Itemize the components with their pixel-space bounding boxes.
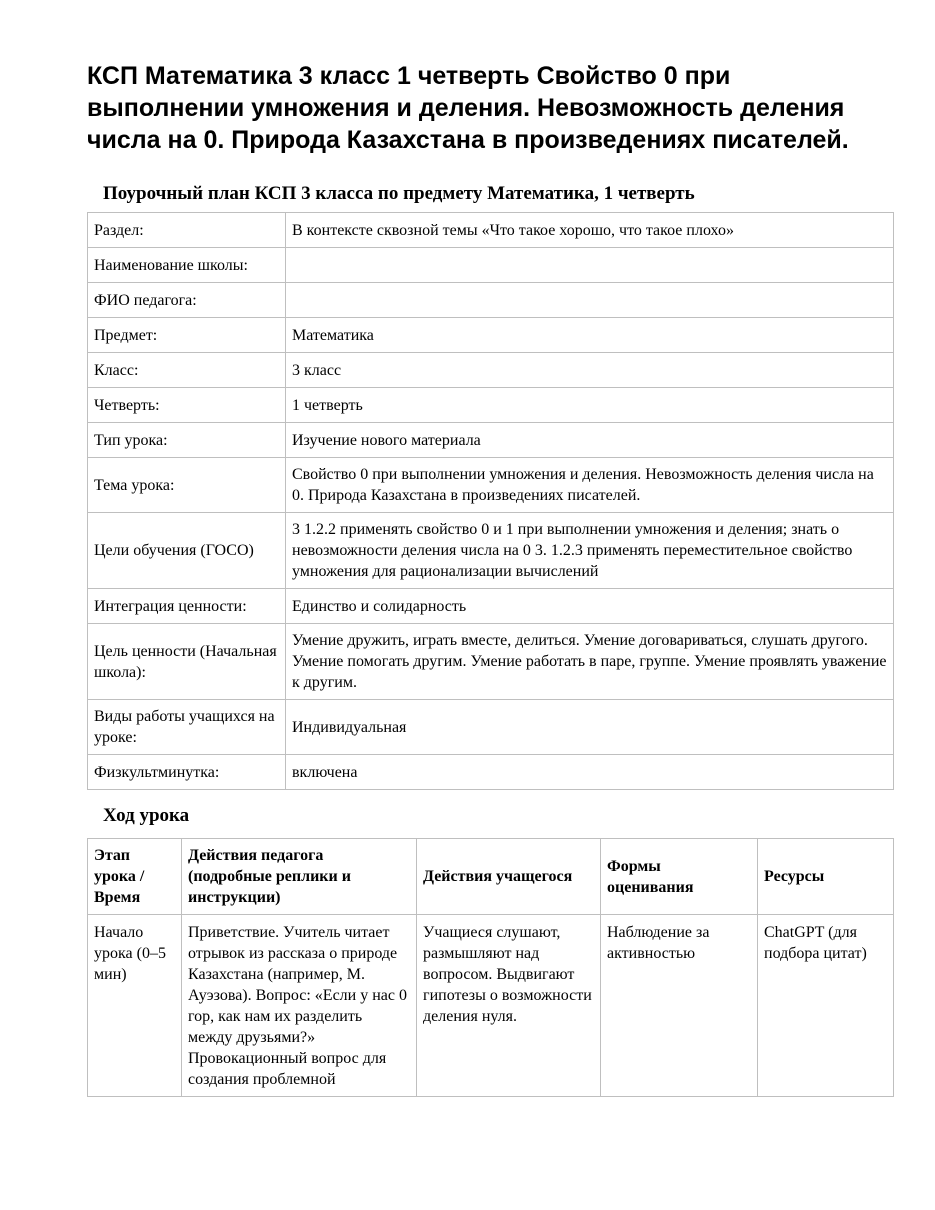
cell-stage: Начало урока (0–5 мин) <box>88 915 182 1097</box>
plan-label: ФИО педагога: <box>88 283 286 318</box>
plan-value: Изучение нового материала <box>286 423 894 458</box>
table-row <box>88 283 894 318</box>
plan-label: Четверть: <box>88 388 286 423</box>
table-header-row <box>88 839 894 915</box>
table-row <box>88 915 894 1097</box>
plan-heading: Поурочный план КСП 3 класса по предмету Математика, 1 четверть <box>103 183 695 204</box>
plan-label: Раздел: <box>88 213 286 248</box>
table-row <box>88 248 894 283</box>
plan-label: Цель ценности (Начальная школа): <box>88 624 286 700</box>
plan-label: Наименование школы: <box>88 248 286 283</box>
plan-label: Физкультминутка: <box>88 755 286 790</box>
plan-value: Умение дружить, играть вместе, делиться. Умение договариваться, слушать другого. Умение помогать другим. Умение работать в паре, группе. Умение проявлять уважение к другим. <box>286 624 894 700</box>
plan-value: В контексте сквозной темы «Что такое хорошо, что такое плохо» <box>286 213 894 248</box>
lesson-heading: Ход урока <box>103 805 190 826</box>
plan-value: Индивидуальная <box>286 700 894 755</box>
plan-value <box>286 248 894 283</box>
plan-label: Тип урока: <box>88 423 286 458</box>
plan-value: 3 класс <box>286 353 894 388</box>
table-row <box>88 213 894 248</box>
document-page <box>87 0 893 1097</box>
column-header-teacher-actions: Действия педагога (подробные реплики и инструкции) <box>182 839 417 915</box>
plan-value: включена <box>286 755 894 790</box>
cell-teacher-actions: Приветствие. Учитель читает отрывок из рассказа о природе Казахстана (например, М. Ауэзова). Вопрос: «Если у нас 0 гор, как нам их разделить между друзьями?» Провокационный вопрос для создания проблемной <box>182 915 417 1097</box>
table-row <box>88 353 894 388</box>
plan-value: Единство и солидарность <box>286 589 894 624</box>
plan-label: Тема урока: <box>88 458 286 513</box>
plan-label: Цели обучения (ГОСО) <box>88 513 286 589</box>
cell-student-actions: Учащиеся слушают, размышляют над вопросом. Выдвигают гипотезы о возможности деления нуля. <box>417 915 601 1097</box>
plan-value: 3 1.2.2 применять свойство 0 и 1 при выполнении умножения и деления; знать о невозможности деления числа на 0 3. 1.2.3 применять переместительное свойство умножения для рационализации вычислений <box>286 513 894 589</box>
column-header-assessment: Формы оценивания <box>601 839 758 915</box>
plan-label: Интеграция ценности: <box>88 589 286 624</box>
plan-label: Класс: <box>88 353 286 388</box>
plan-value: Свойство 0 при выполнении умножения и деления. Невозможность деления числа на 0. Природа Казахстана в произведениях писателей. <box>286 458 894 513</box>
table-row <box>88 624 894 700</box>
table-row <box>88 458 894 513</box>
plan-table <box>87 212 894 790</box>
column-header-resources: Ресурсы <box>758 839 894 915</box>
table-row <box>88 700 894 755</box>
document-title: КСП Математика 3 класс 1 четверть Свойство 0 при выполнении умножения и деления. Невозможность деления числа на 0. Природа Казахстана в произведениях писателей. <box>87 62 849 154</box>
plan-value: 1 четверть <box>286 388 894 423</box>
table-row <box>88 388 894 423</box>
cell-assessment: Наблюдение за активностью <box>601 915 758 1097</box>
plan-value: Математика <box>286 318 894 353</box>
table-row <box>88 513 894 589</box>
column-header-stage: Этап урока / Время <box>88 839 182 915</box>
cell-resources: ChatGPT (для подбора цитат) <box>758 915 894 1097</box>
plan-label: Предмет: <box>88 318 286 353</box>
column-header-student-actions: Действия учащегося <box>417 839 601 915</box>
table-row <box>88 423 894 458</box>
table-row <box>88 318 894 353</box>
plan-value <box>286 283 894 318</box>
lesson-table <box>87 838 894 1097</box>
table-row <box>88 589 894 624</box>
table-row <box>88 755 894 790</box>
plan-label: Виды работы учащихся на уроке: <box>88 700 286 755</box>
